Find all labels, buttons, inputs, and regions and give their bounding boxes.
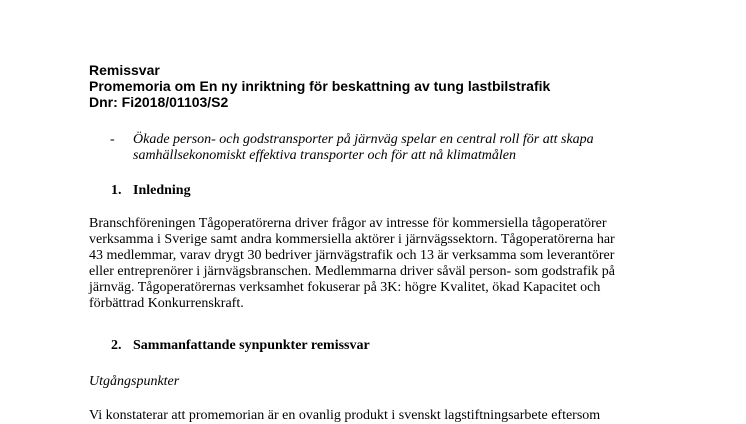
section-1-number: 1. [111,183,122,198]
bullet-dash: - [110,132,115,147]
bullet-text [133,132,653,164]
section-2-number: 2. [111,338,122,353]
section-2-title: Sammanfattande synpunkter remissvar [133,338,370,353]
paragraph-line: Branschföreningen Tågoperatörerna driver frågor av intresse för kommersiella tågoperatörer [89,216,607,231]
bullet-line-2: samhällsekonomiskt effektiva transporter och för att nå klimatmålen [133,148,517,163]
paragraph-line: verksamma i Sverige samt andra kommersiella aktörer i järnvägssektorn. Tågoperatörerna har [89,232,615,247]
document-header [89,62,550,110]
paragraph-line: järnväg. Tågoperatörernas verksamhet fokuserar på 3K: högre Kvalitet, ökad Kapacitet och [89,280,601,295]
section-2-subheading: Utgångspunkter [89,374,180,389]
section-1-paragraph [89,216,615,312]
header-title: Remissvar [89,62,160,78]
bullet-line-1: Ökade person- och godstransporter på järnväg spelar en central roll för att skapa [133,132,594,147]
paragraph-line: eller entreprenörer i järnvägsbranschen. Medlemmarna driver såväl person- som godstrafik på [89,264,615,279]
header-subject: Promemoria om En ny inriktning för beskattning av tung lastbilstrafik [89,78,551,94]
section-2-paragraph-start: Vi konstaterar att promemorian är en ovanlig produkt i svenskt lagstiftningsarbete eftersom [89,408,601,423]
paragraph-line: 43 medlemmar, varav drygt 30 bedriver järnvägstrafik och 13 är verksamma som leverantörer [89,248,615,263]
paragraph-line: förbättrad Konkurrenskraft. [89,296,244,311]
header-reference-number: Dnr: Fi2018/01103/S2 [89,94,229,110]
section-1-title: Inledning [133,183,191,198]
